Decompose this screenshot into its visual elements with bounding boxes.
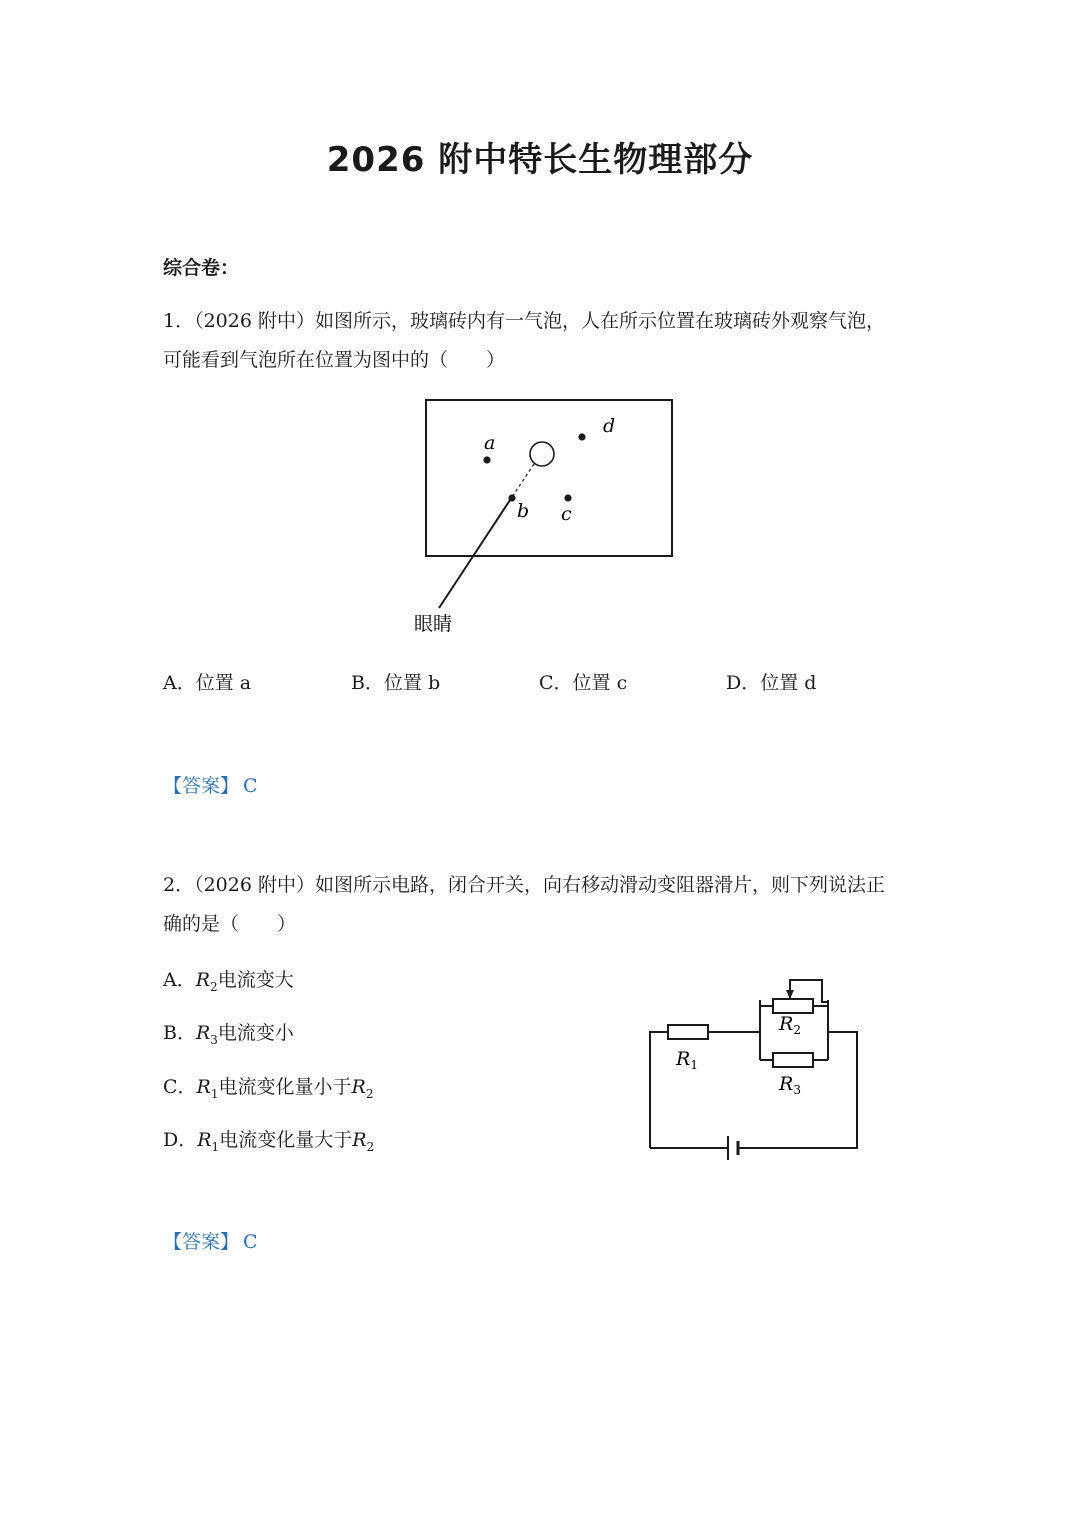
circuit-diagram (640, 970, 870, 1170)
resistor-symbol: R (196, 1076, 211, 1098)
resistor-subscript: 1 (211, 1139, 220, 1154)
answer-value: C (243, 775, 258, 797)
point-c (564, 494, 571, 501)
question-1-number: 1． (163, 310, 195, 332)
wire-left (650, 1032, 668, 1148)
sight-line (439, 497, 512, 608)
q1-option-d (726, 668, 816, 695)
resistor-r1 (668, 1025, 708, 1039)
q1-option-b (351, 668, 440, 695)
question-1-source: （2026 附中） (194, 310, 315, 332)
option-text: 位置 b (383, 672, 441, 694)
option-letter: D． (163, 1129, 198, 1151)
resistor-subscript: 2 (365, 1086, 374, 1101)
q2-option-b (163, 1018, 294, 1047)
label-d: d (603, 415, 616, 437)
resistor-symbol: R (197, 1129, 212, 1151)
glass-brick-figure (400, 390, 700, 650)
answer-value: C (243, 1231, 258, 1253)
q1-option-a (163, 668, 251, 695)
option-text: 电流变化量小于 (218, 1076, 352, 1098)
option-letter: B． (351, 672, 384, 694)
option-letter: C． (163, 1076, 197, 1098)
question-1-text-1: 如图所示，玻璃砖内有一气泡，人在所示位置在玻璃砖外观察气泡， (315, 310, 886, 332)
option-letter: B． (163, 1022, 196, 1044)
glass-brick (426, 400, 672, 556)
question-1 (163, 302, 923, 380)
q2-option-c (163, 1072, 373, 1101)
bubble (530, 442, 554, 466)
label-c: c (561, 503, 572, 525)
q2-option-d (163, 1125, 374, 1154)
eye-label: 眼睛 (414, 613, 453, 635)
point-b (508, 494, 515, 501)
option-text: 位置 d (760, 672, 817, 694)
resistor-symbol: R (352, 1129, 367, 1151)
resistor-r2 (773, 999, 813, 1013)
dashed-sight-line (512, 464, 534, 497)
question-1-line-1 (163, 302, 923, 341)
resistor-symbol: R (351, 1076, 366, 1098)
question-2 (163, 866, 923, 944)
option-letter: A． (163, 969, 196, 991)
label-r1: $R_1$ (676, 1048, 698, 1072)
label-r3: $R_3$ (779, 1073, 801, 1097)
question-1-text-2: 可能看到气泡所在位置为图中的（ ） (163, 349, 506, 371)
q1-option-c (539, 668, 627, 695)
answer-label: 【答案】 (163, 775, 240, 797)
q1-answer (163, 771, 258, 798)
q2-option-a (163, 965, 294, 994)
option-letter: A． (163, 672, 196, 694)
question-2-line-1 (163, 866, 923, 905)
q2-answer (163, 1227, 258, 1254)
question-2-text-2: 确的是（ ） (163, 913, 297, 935)
label-b: b (517, 500, 530, 522)
resistor-symbol: R (195, 969, 211, 991)
option-text: 电流变大 (217, 969, 294, 991)
page-title: 2026 附中特长生物理部分 (326, 140, 754, 180)
answer-label: 【答案】 (163, 1231, 240, 1253)
point-a (483, 456, 490, 463)
question-2-source: （2026 附中） (194, 874, 315, 896)
label-a: a (484, 432, 496, 454)
question-2-text-1: 如图所示电路，闭合开关，向右移动滑动变阻器滑片，则下列说法正 (315, 874, 886, 896)
section-label: 综合卷： (163, 257, 240, 279)
option-text: 位置 c (572, 672, 628, 694)
question-2-number: 2． (163, 874, 195, 896)
resistor-subscript: 2 (366, 1139, 375, 1154)
point-d (578, 433, 585, 440)
resistor-symbol: R (195, 1022, 211, 1044)
resistor-subscript: 2 (210, 979, 218, 994)
option-letter: C． (539, 672, 573, 694)
slider-arrow-icon (786, 990, 794, 999)
resistor-r3 (773, 1053, 813, 1067)
option-text: 电流变小 (217, 1022, 294, 1044)
option-text: 位置 a (195, 672, 252, 694)
label-r2: $R_2$ (779, 1013, 801, 1037)
option-letter: D． (726, 672, 761, 694)
resistor-subscript: 3 (210, 1032, 218, 1047)
resistor-subscript: 1 (210, 1086, 219, 1101)
option-text: 电流变化量大于 (219, 1129, 353, 1151)
